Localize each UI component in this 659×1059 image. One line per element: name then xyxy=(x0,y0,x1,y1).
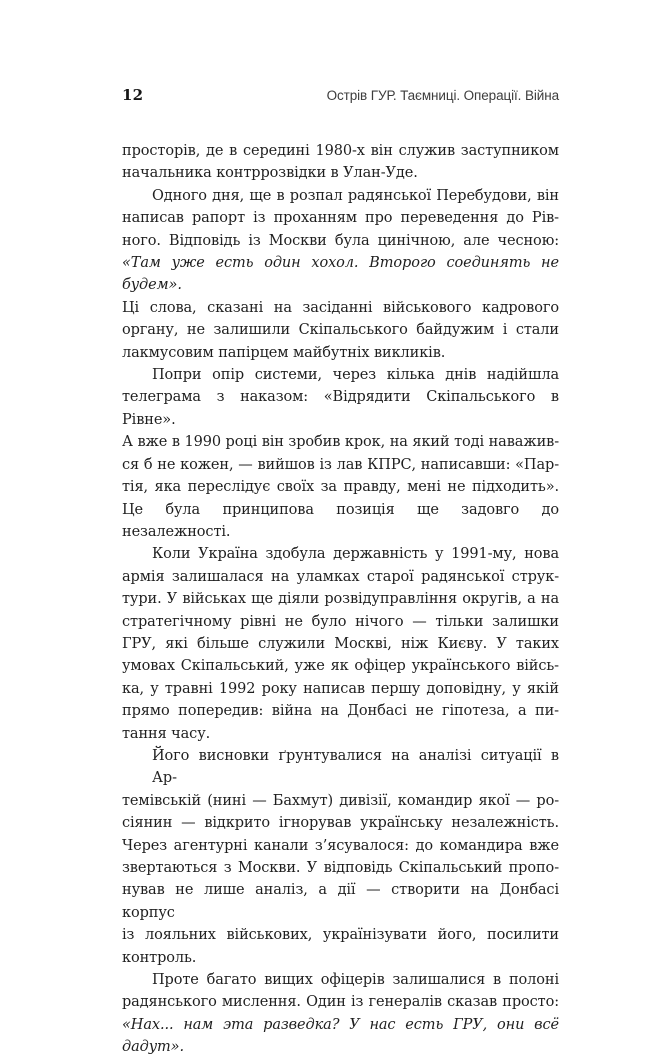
text-line: Ці слова, сказані на засіданні військового кадрового xyxy=(122,299,559,316)
text-line: із лояльних військових, українізувати його, посилити xyxy=(122,927,559,944)
text-line: тури. У військах ще діяли розвідуправління округів, а на xyxy=(122,591,559,608)
text-line: Це була принципова позиція ще задовго до незалежності. xyxy=(122,501,559,540)
page-text xyxy=(122,140,559,1059)
text-line: тія, яка переслідує своїх за правду, мені не підходить». xyxy=(122,479,559,496)
text-line: Попри опір системи, через кілька днів надійшла xyxy=(152,367,559,384)
text-line: радянського мислення. Один із генералів сказав просто: xyxy=(122,994,559,1011)
text-line: Коли Україна здобула державність у 1991-му, нова xyxy=(152,546,559,563)
text-line: умовах Скіпальський, уже як офіцер українського війсь- xyxy=(122,658,559,675)
text-line: темівській (нині — Бахмут) дивізії, командир якої — ро- xyxy=(122,792,559,809)
text-line: Проте багато вищих офіцерів залишалися в полоні xyxy=(152,972,559,989)
page-number: 12 xyxy=(122,86,144,104)
paragraph xyxy=(122,364,559,543)
text-line: сіянин — відкрито ігнорував українську незалежність. xyxy=(122,815,559,832)
text-line: телеграма з наказом: «Відрядити Скіпальського в Рівне». xyxy=(122,389,559,428)
text-line: контроль. xyxy=(122,949,197,966)
text-line: ГРУ, які більше служили Москві, ніж Києву. У таких xyxy=(122,635,559,652)
paragraph xyxy=(122,140,559,185)
running-title: Острів ГУР. Таємниці. Операції. Війна xyxy=(326,88,559,103)
text-line: Через агентурні канали з’ясувалося: до командира вже xyxy=(122,837,559,854)
text-line: нував не лише аналіз, а дії — створити на Донбасі корпус xyxy=(122,882,559,921)
paragraph xyxy=(122,969,559,1059)
text-line: начальника контррозвідки в Улан-Уде. xyxy=(122,165,418,182)
quote-line: «Нах... нам эта разведка? У нас есть ГРУ, они всё дадут». xyxy=(122,1016,559,1056)
text-line: стратегічному рівні не було нічого — тільки залишки xyxy=(122,613,559,630)
text-line: просторів, де в середині 1980-х він служив заступником xyxy=(122,143,559,159)
text-line: ка, у травні 1992 року написав першу доповідну, у якій xyxy=(122,680,559,697)
text-line: ся б не кожен, — вийшов із лав КПРС, написавши: «Пар- xyxy=(122,456,559,473)
text-line: А вже в 1990 році він зробив крок, на який тоді наважив- xyxy=(122,434,559,451)
paragraph xyxy=(122,543,559,745)
text-line: Його висновки ґрунтувалися на аналізі ситуації в Ар- xyxy=(152,747,559,787)
page-header xyxy=(122,86,559,104)
text-line: прямо попередив: війна на Донбасі не гіпотеза, а пи- xyxy=(122,703,559,720)
text-line: звертаються з Москви. У відповідь Скіпальський пропо- xyxy=(122,860,559,876)
quote-line: «Там уже есть один хохол. Второго соединять не будем». xyxy=(122,255,559,294)
paragraph xyxy=(122,185,559,364)
text-line: тання часу. xyxy=(122,725,211,742)
paragraph xyxy=(122,745,559,969)
text-line: ного. Відповідь із Москви була цинічною, але чесною: xyxy=(122,232,559,249)
text-line: армія залишалася на уламках старої радянської струк- xyxy=(122,568,559,585)
text-line: написав рапорт із проханням про переведення до Рів- xyxy=(122,210,559,227)
text-line: органу, не залишили Скіпальського байдужим і стали xyxy=(122,322,559,339)
text-line: лакмусовим папірцем майбутніх викликів. xyxy=(122,344,446,361)
text-line: Одного дня, ще в розпал радянської Перебудови, він xyxy=(152,187,559,204)
